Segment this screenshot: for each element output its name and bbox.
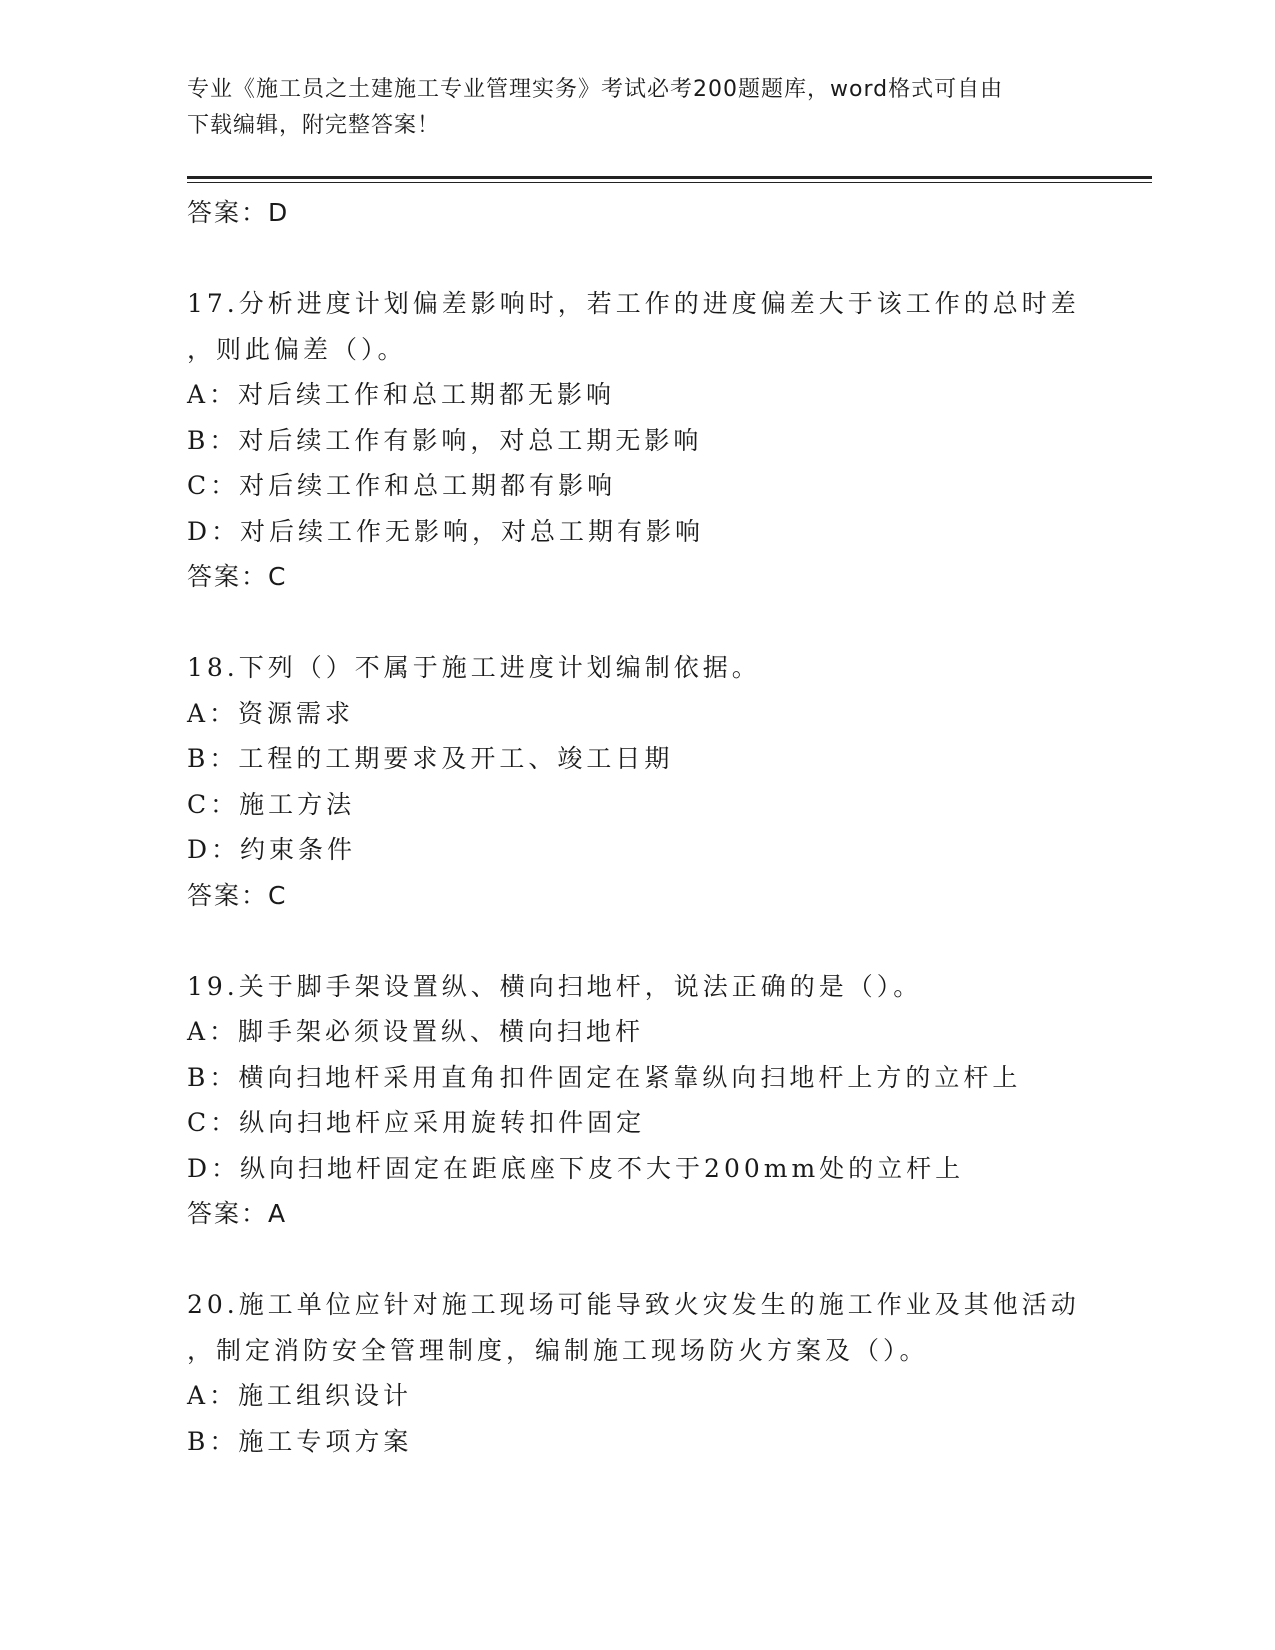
option-d: D：对后续工作无影响，对总工期有影响 bbox=[187, 516, 705, 546]
option-b: B：横向扫地杆采用直角扣件固定在紧靠纵向扫地杆上方的立杆上 bbox=[187, 1062, 1022, 1092]
option-b: B：对后续工作有影响，对总工期无影响 bbox=[187, 425, 703, 455]
question-17 bbox=[187, 281, 1152, 600]
question-stem: 19.关于脚手架设置纵、横向扫地杆，说法正确的是（）。 bbox=[187, 971, 923, 1001]
option-d: D：约束条件 bbox=[187, 835, 357, 864]
answer: 答案：C bbox=[187, 562, 288, 591]
header-rule-thin bbox=[187, 182, 1152, 183]
answer: 答案：C bbox=[187, 880, 288, 910]
answer-prev: 答案：D bbox=[187, 198, 290, 227]
header-line-1: 专业《施工员之土建施工专业管理实务》考试必考200题题库，word格式可自由 bbox=[187, 77, 1004, 102]
option-a: A：施工组织设计 bbox=[187, 1381, 413, 1410]
question-stem-cont: ，则此偏差（）。 bbox=[187, 334, 407, 364]
option-c: C：施工方法 bbox=[187, 789, 356, 819]
question-stem: 20.施工单位应针对施工现场可能导致火灾发生的施工作业及其他活动 bbox=[187, 1290, 1080, 1319]
question-20 bbox=[187, 1282, 1152, 1464]
question-stem-cont: ，制定消防安全管理制度，编制施工现场防火方案及（）。 bbox=[187, 1335, 929, 1365]
question-stem: 17.分析进度计划偏差影响时，若工作的进度偏差大于该工作的总时差 bbox=[187, 289, 1080, 318]
option-a: A：脚手架必须设置纵、横向扫地杆 bbox=[187, 1017, 645, 1046]
option-d: D：纵向扫地杆固定在距底座下皮不大于200mm处的立杆上 bbox=[187, 1153, 965, 1183]
document-header bbox=[187, 72, 1067, 144]
option-a: A：资源需求 bbox=[187, 698, 355, 728]
option-c: C：纵向扫地杆应采用旋转扣件固定 bbox=[187, 1108, 646, 1137]
answer: 答案：A bbox=[187, 1199, 288, 1228]
question-18 bbox=[187, 645, 1152, 918]
question-19 bbox=[187, 964, 1152, 1237]
header-line-2: 下载编辑，附完整答案！ bbox=[187, 113, 441, 138]
option-a: A：对后续工作和总工期都无影响 bbox=[187, 380, 616, 409]
option-b: B：工程的工期要求及开工、竣工日期 bbox=[187, 744, 674, 773]
question-list bbox=[187, 190, 1152, 1464]
header-rule-thick bbox=[187, 176, 1152, 179]
option-c: C：对后续工作和总工期都有影响 bbox=[187, 471, 617, 500]
option-b: B：施工专项方案 bbox=[187, 1426, 413, 1456]
question-stem: 18.下列（）不属于施工进度计划编制依据。 bbox=[187, 653, 761, 682]
